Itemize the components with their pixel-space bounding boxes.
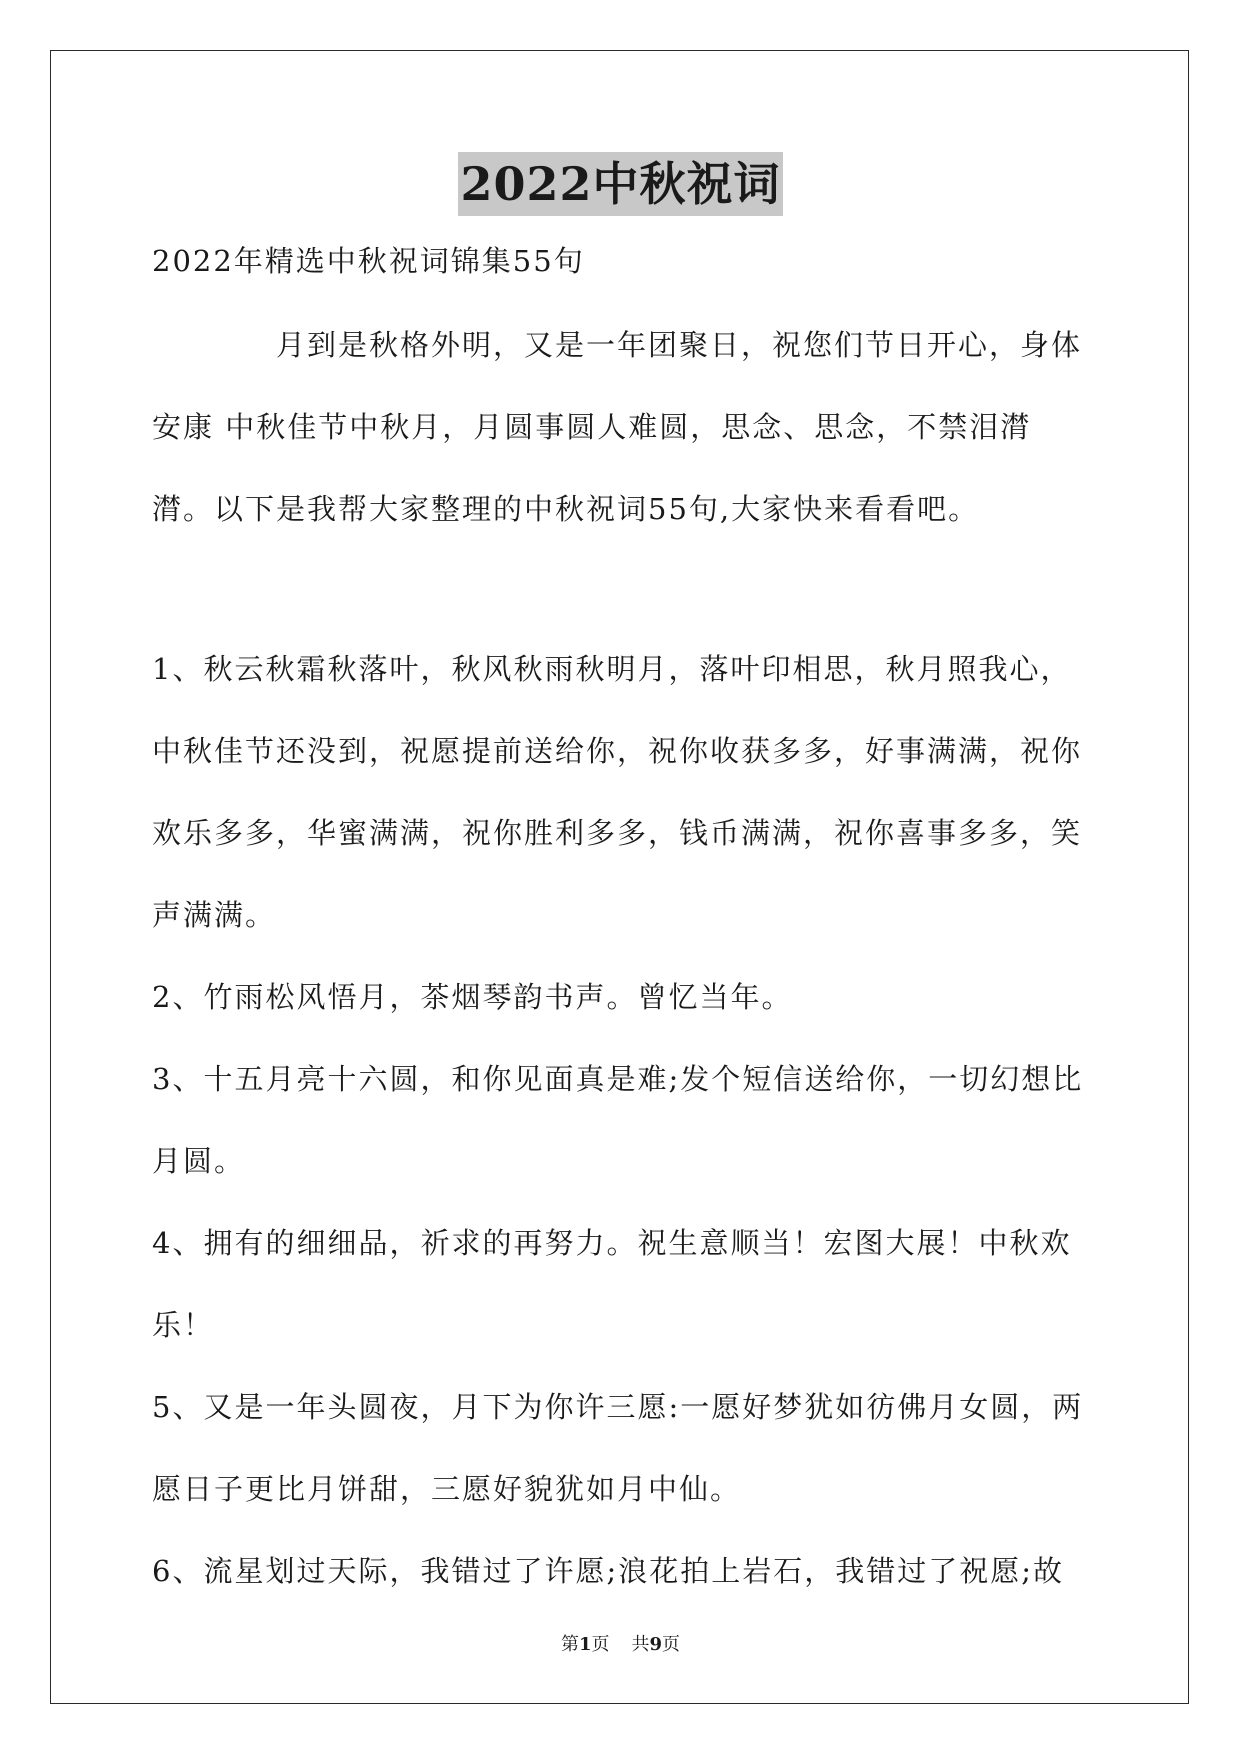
list-item-4: 4、拥有的细细品，祈求的再努力。祝生意顺当！宏图大展！中秋欢乐！ xyxy=(152,1226,1072,1342)
total-prefix: 共 xyxy=(631,1634,650,1655)
list-item-5: 5、又是一年头圆夜，月下为你许三愿:一愿好梦犹如彷佛月女圆，两愿日子更比月饼甜，三愿好貌犹如月中仙。 xyxy=(152,1390,1084,1506)
page-suffix: 页 xyxy=(591,1634,610,1655)
list-item-3: 3、十五月亮十六圆，和你见面真是难;发个短信送给你，一切幻想比月圆。 xyxy=(152,1062,1084,1178)
page-footer xyxy=(0,1630,1241,1656)
list-item-1: 1、秋云秋霜秋落叶，秋风秋雨秋明月，落叶印相思，秋月照我心，中秋佳节还没到，祝愿提前送给你，祝你收获多多，好事满满，祝你欢乐多多，华蜜满满，祝你胜利多多，钱币满满，祝你喜事多多，笑声满满。 xyxy=(152,652,1083,932)
paragraph-spacer xyxy=(152,550,1092,628)
list-item-2: 2、竹雨松风悟月，茶烟琴韵书声。曾忆当年。 xyxy=(152,980,793,1014)
page-prefix: 第 xyxy=(560,1634,579,1655)
total-pages: 9 xyxy=(649,1634,663,1655)
document-title-wrapper xyxy=(0,152,1241,216)
total-suffix: 页 xyxy=(662,1634,681,1655)
page-number: 1 xyxy=(578,1634,592,1655)
document-title: 2022中秋祝词 xyxy=(458,152,782,216)
list-item-6: 6、流星划过天际，我错过了许愿;浪花拍上岩石，我错过了祝愿;故 xyxy=(152,1554,1064,1588)
document-subtitle: 2022年精选中秋祝词锦集55句 xyxy=(152,244,585,278)
document-body xyxy=(152,236,1092,1612)
intro-paragraph: 月到是秋格外明，又是一年团聚日，祝您们节日开心，身体安康 中秋佳节中秋月，月圆事圆人难圆，思念、思念，不禁泪潸潸。以下是我帮大家整理的中秋祝词55句,大家快来看看吧。 xyxy=(152,328,1083,526)
